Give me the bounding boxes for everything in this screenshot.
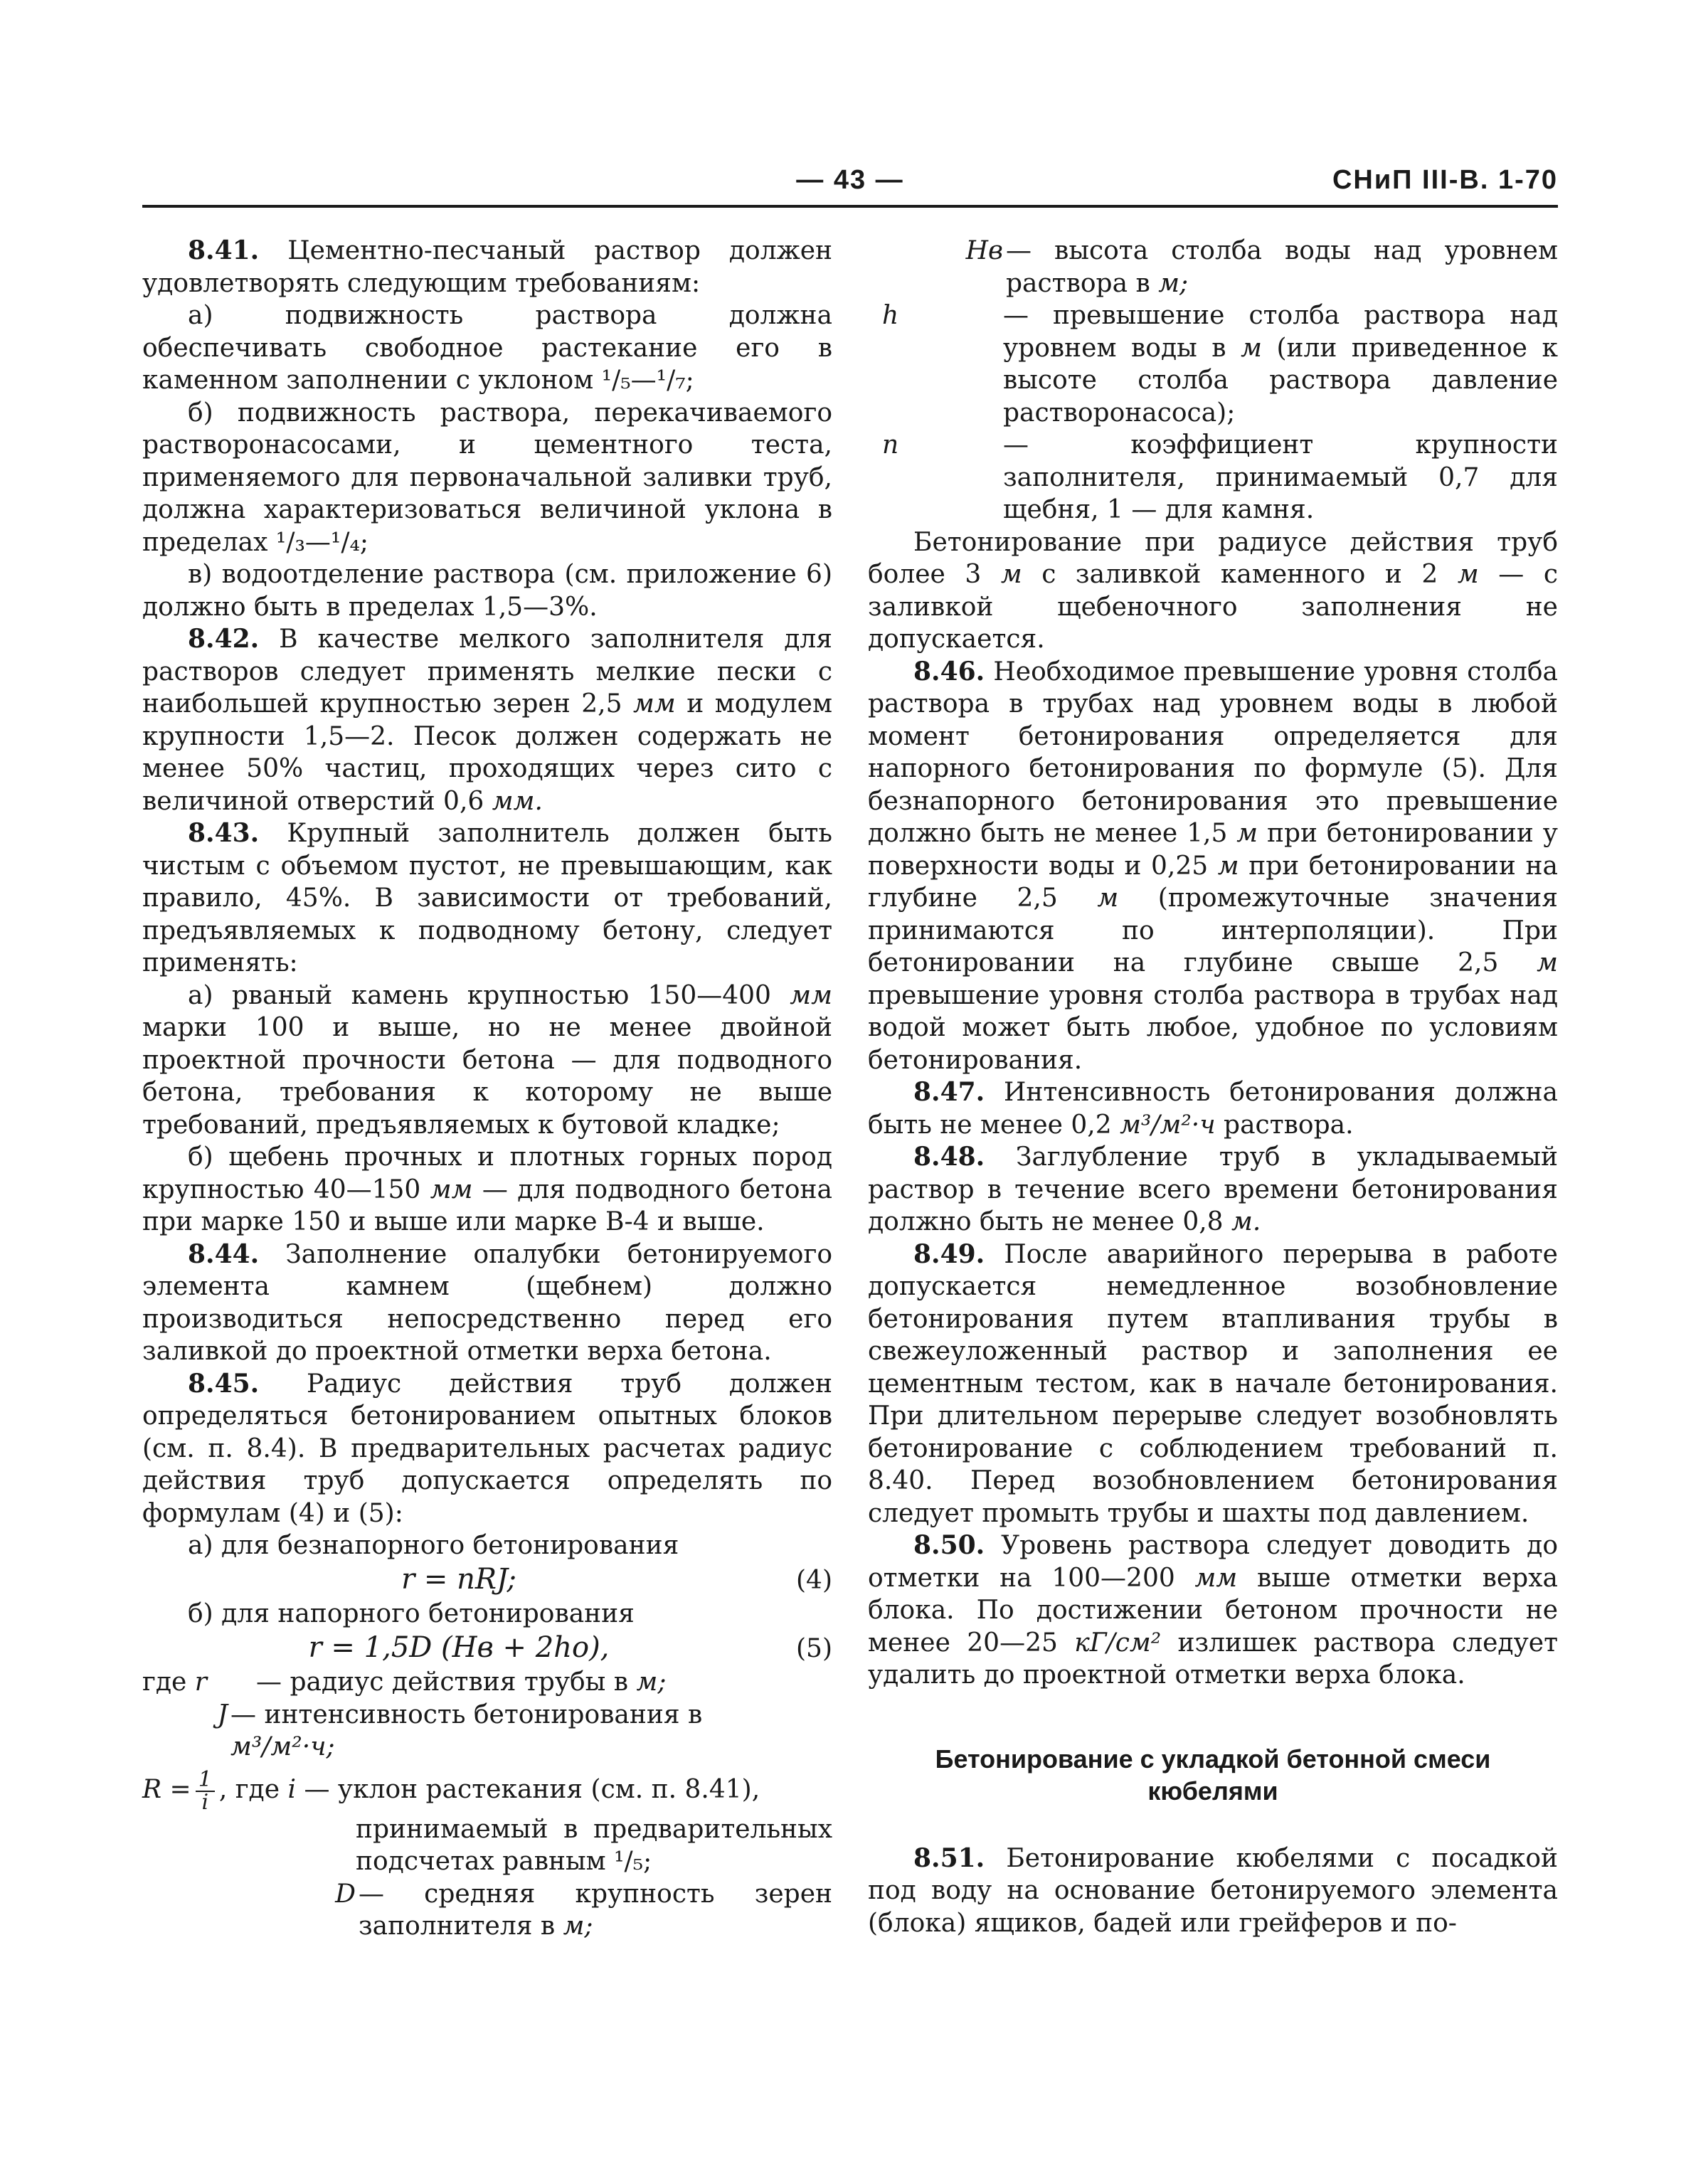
definition-D: D — средняя крупность зерен заполнителя в м; bbox=[335, 1879, 832, 1941]
paragraph-8-46: 8.46. Необходимое превышение уровня столба раствора в трубах над уровнем воды в любой момент бетонирования определяется для напорного бетонирования по формуле (5). Для безнапорного бетонирования это превышение должно быть не менее 1,5 м при бетонировании у поверхности воды и 0,25 м при бетонировании на глубине 2,5 м (промежуточные значения принимаются по интерполяции). При бетонировании на глубине свыше 2,5 м превышение уровня столба раствора в трубах над водой может быть любое, удобное по условиям бетонирования. bbox=[868, 656, 1558, 1075]
item-8-41-c: в) водоотделение раствора (см. приложение 6) должно быть в пределах 1,5—3%. bbox=[142, 560, 832, 622]
item-8-45-b: б) для напорного бетонирования bbox=[188, 1599, 635, 1628]
formula-4 bbox=[142, 1564, 832, 1597]
definition-R-continued: принимаемый в предварительных подсчетах равным ¹/₅; bbox=[356, 1814, 832, 1876]
item-8-41-b: б) подвижность раствора, перекачиваемого растворонасосами, и цементного теста, применяемого для первоначальной заливки труб, должна характеризоваться величиной уклона в пределах ¹/₃—¹/₄; bbox=[142, 398, 832, 557]
formula-5 bbox=[142, 1632, 832, 1665]
definition-h: h — превышение столба раствора над уровнем воды в м (или приведенное к высоте столба раствора давление растворонасоса); bbox=[882, 301, 1558, 428]
fraction-one-over-i: $\frac{1}{i}$ bbox=[196, 1769, 215, 1813]
formula-5-number: (5) bbox=[796, 1633, 832, 1663]
left-column bbox=[142, 235, 832, 1943]
formula-4-number: (4) bbox=[796, 1565, 832, 1595]
page-header bbox=[142, 165, 1558, 209]
right-column bbox=[868, 235, 1558, 1939]
paragraph-8-50: 8.50. Уровень раствора следует доводить до отметки на 100—200 мм выше отметки верха блока. По достижении бетоном прочности не менее 20—25 кГ/см² излишек раствора следует удалить до проектной отметки верха блока. bbox=[868, 1530, 1558, 1690]
header-rule bbox=[142, 205, 1558, 208]
definition-j: J — интенсивность бетонирования в м³/м²·ч; bbox=[217, 1700, 703, 1761]
definition-Hv: Hв — высота столба воды над уровнем раствора в м; bbox=[965, 236, 1558, 298]
paragraph-8-48: 8.48. Заглубление труб в укладываемый раствор в течение всего времени бетонирования должно быть не менее 0,8 м. bbox=[868, 1142, 1558, 1236]
paragraph-8-45: 8.45. Радиус действия труб должен определяться бетонированием опытных блоков (см. п. 8.4). В предварительных расчетах радиус действия труб допускается определять по формулам (4) и (5): bbox=[142, 1368, 832, 1528]
item-8-43-a: а) рваный камень крупностью 150—400 мм марки 100 и выше, но не менее двойной проектной прочности бетона — для подводного бетона, требования к которому не выше требований, предъявляемых к бутовой кладке; bbox=[142, 980, 832, 1140]
item-8-43-b: б) щебень прочных и плотных горных пород крупностью 40—150 мм — для подводного бетона при марке 150 и выше или марке В-4 и выше. bbox=[142, 1143, 832, 1236]
paragraph-8-49: 8.49. После аварийного перерыва в работе допускается немедленное возобновление бетонирования путем втапливания трубы в свежеуложенный раствор и заполнения ее цементным тестом, как в начале бетонирования. При длительном перерыве следует возобновлять бетонирование с соблюдением требований п. 8.40. Перед возобновлением бетонирования следует промыть трубы и шахты под давлением. bbox=[868, 1239, 1558, 1528]
page-number: — 43 — bbox=[796, 165, 904, 195]
formula-4-expression: r = nRJ; bbox=[401, 1562, 516, 1596]
item-8-45-a: а) для безнапорного бетонирования bbox=[188, 1531, 679, 1560]
formula-5-expression: r = 1,5D (Hв + 2hо), bbox=[308, 1631, 610, 1664]
definition-n: n — коэффициент крупности заполнителя, принимаемый 0,7 для щебня, 1 — для камня. bbox=[882, 430, 1558, 524]
document-code: СНиП III-В. 1-70 bbox=[1332, 165, 1558, 195]
paragraph-8-51: 8.51. Бетонирование кюбелями с посадкой под воду на основание бетонируемого элемента (блока) ящиков, бадей или грейферов и по- bbox=[868, 1843, 1558, 1938]
paragraph-8-43: 8.43. Крупный заполнитель должен быть чистым с объемом пустот, не превышающим, как правило, 45%. В зависимости от требований, предъявляемых к подводному бетону, следует применять: bbox=[142, 818, 832, 977]
paragraph-8-41: 8.41. Цементно-песчаный раствор должен удовлетворять следующим требованиям: bbox=[142, 235, 832, 298]
definition-R: R = $\frac{1}{i}$ , где i — уклон растекания (см. п. 8.41), bbox=[142, 1766, 760, 1815]
paragraph-8-44: 8.44. Заполнение опалубки бетонируемого элемента камнем (щебнем) должно производиться непосредственно перед его заливкой до проектной отметки верха бетона. bbox=[142, 1239, 832, 1366]
item-8-41-a: а) подвижность раствора должна обеспечивать свободное растекание его в каменном заполнении с уклоном ¹/₅—¹/₇; bbox=[142, 301, 832, 395]
paragraph-8-42: 8.42. В качестве мелкого заполнителя для растворов следует применять мелкие пески с наибольшей крупностью зерен 2,5 мм и модулем крупности 1,5—2. Песок должен содержать не менее 50% частиц, проходящих через сито с величиной отверстий 0,6 мм. bbox=[142, 624, 832, 816]
paragraph-8-47: 8.47. Интенсивность бетонирования должна быть не менее 0,2 м³/м²·ч раствора. bbox=[868, 1077, 1558, 1140]
definition-r: где r — радиус действия трубы в м; bbox=[142, 1668, 667, 1697]
paragraph-radius-limit: Бетонирование при радиусе действия труб более 3 м с заливкой каменного и 2 м — с заливкой щебеночного заполнения не допускается. bbox=[868, 527, 1558, 654]
section-title: Бетонирование с укладкой бетонной смеси кюбелями bbox=[935, 1744, 1491, 1806]
